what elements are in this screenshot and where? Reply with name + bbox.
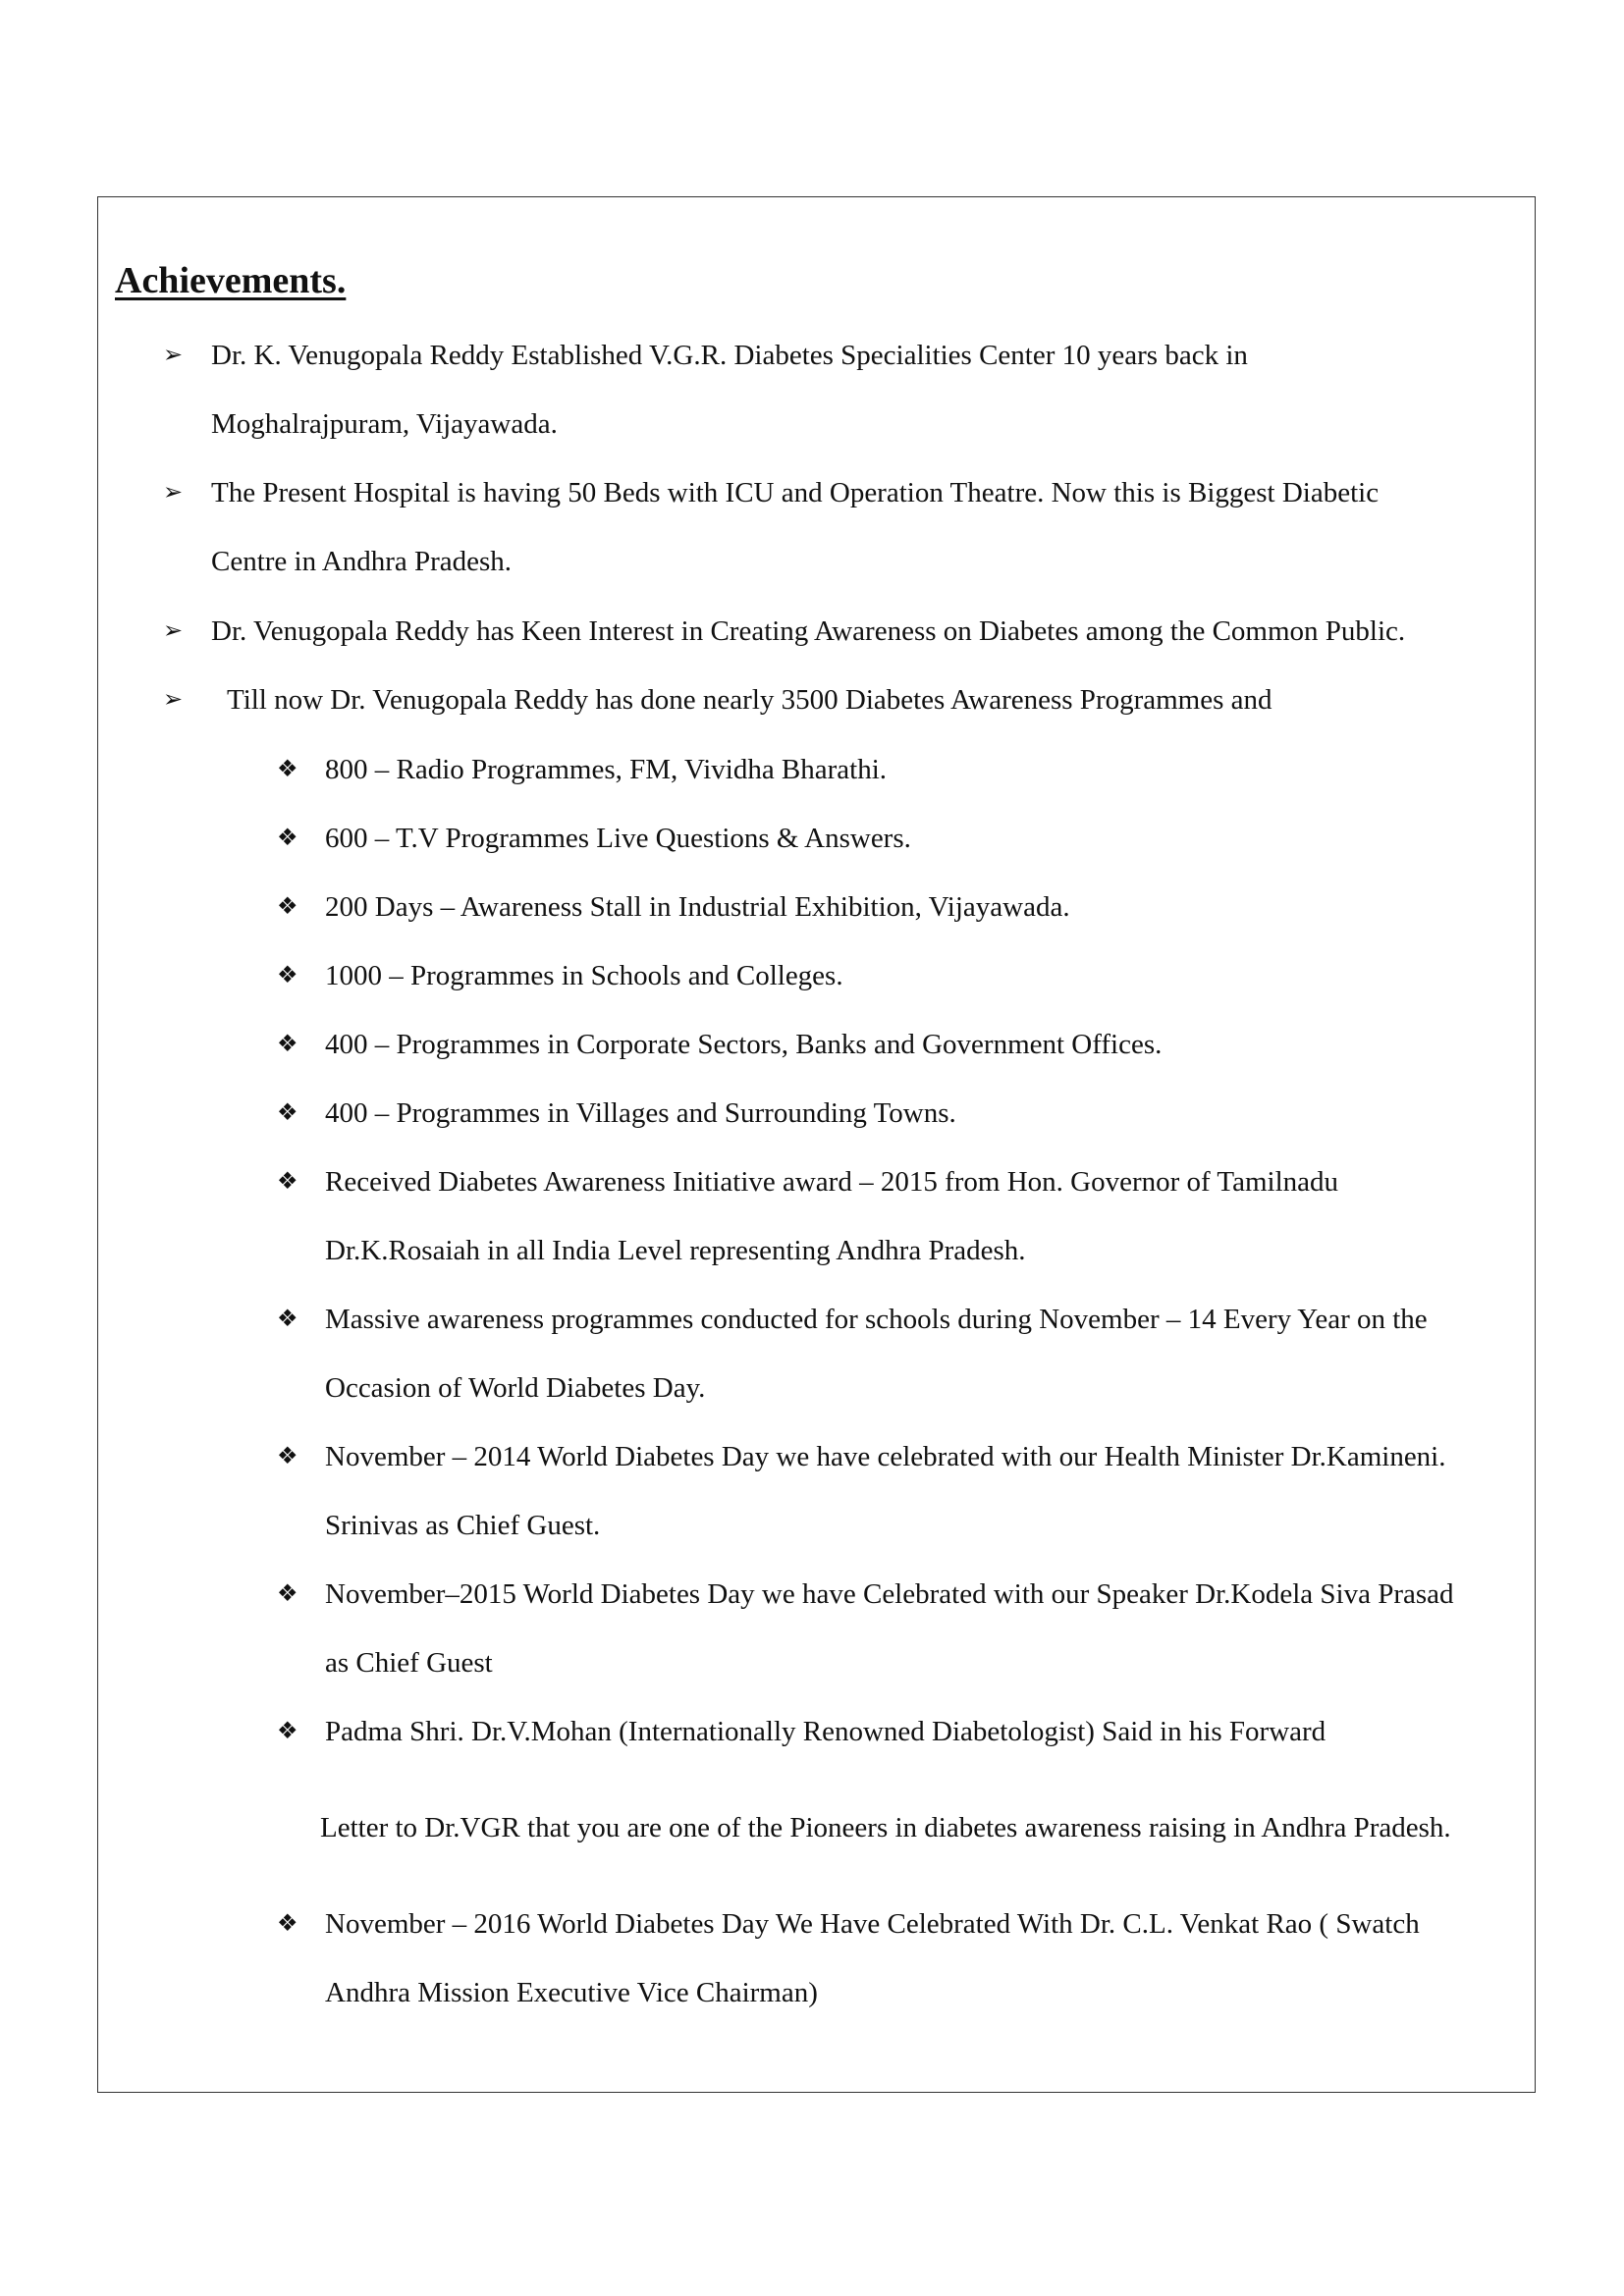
list-item-line: Centre in Andhra Pradesh. [211, 546, 513, 577]
arrow-bullet-icon: ➢ [163, 687, 184, 713]
list-item-line: 400 – Programmes in Corporate Sectors, Banks and Government Offices. [325, 1029, 1163, 1060]
list-item-line: Received Diabetes Awareness Initiative award – 2015 from Hon. Governor of Tamilnadu [325, 1166, 1339, 1198]
arrow-bullet-icon: ➢ [163, 343, 184, 368]
diamond-bullet-icon: ❖ [277, 1307, 298, 1332]
list-item-line: Padma Shri. Dr.V.Mohan (Internationally Renowned Diabetologist) Said in his Forward [325, 1716, 1326, 1747]
list-item-line: as Chief Guest [325, 1647, 493, 1679]
list-item-line: Moghalrajpuram, Vijayawada. [211, 408, 558, 440]
diamond-bullet-icon: ❖ [277, 1911, 298, 1937]
list-item-line: The Present Hospital is having 50 Beds with ICU and Operation Theatre. Now this is Biggest Diabetic [211, 477, 1380, 508]
page-title: Achievements. [115, 260, 347, 301]
diamond-bullet-icon: ❖ [277, 1100, 298, 1126]
list-item-line: Dr.K.Rosaiah in all India Level representing Andhra Pradesh. [325, 1235, 1026, 1266]
arrow-bullet-icon: ➢ [163, 618, 184, 644]
diamond-bullet-icon: ❖ [277, 826, 298, 851]
list-item-line: 400 – Programmes in Villages and Surrounding Towns. [325, 1097, 956, 1129]
diamond-bullet-icon: ❖ [277, 963, 298, 988]
list-item-line: November – 2014 World Diabetes Day we have celebrated with our Health Minister Dr.Kamineni. [325, 1441, 1446, 1472]
diamond-bullet-icon: ❖ [277, 1169, 298, 1195]
diamond-bullet-icon: ❖ [277, 1581, 298, 1607]
list-item-line: November–2015 World Diabetes Day we have Celebrated with our Speaker Dr.Kodela Siva Prasad [325, 1578, 1454, 1610]
list-item-line: Till now Dr. Venugopala Reddy has done nearly 3500 Diabetes Awareness Programmes and [227, 684, 1272, 716]
list-item-line: 1000 – Programmes in Schools and Colleges. [325, 960, 843, 991]
list-item-line: Dr. Venugopala Reddy has Keen Interest in Creating Awareness on Diabetes among the Common Public. [211, 615, 1406, 647]
list-item-line: 200 Days – Awareness Stall in Industrial Exhibition, Vijayawada. [325, 891, 1070, 923]
list-item-line: Andhra Mission Executive Vice Chairman) [325, 1977, 818, 2008]
list-item-line: Srinivas as Chief Guest. [325, 1510, 601, 1541]
diamond-bullet-icon: ❖ [277, 894, 298, 920]
diamond-bullet-icon: ❖ [277, 1444, 298, 1469]
list-item-line: November – 2016 World Diabetes Day We Have Celebrated With Dr. C.L. Venkat Rao ( Swatch [325, 1908, 1420, 1940]
list-item-line: 800 – Radio Programmes, FM, Vividha Bharathi. [325, 754, 888, 785]
list-item-line: Letter to Dr.VGR that you are one of the Pioneers in diabetes awareness raising in Andhra Pradesh. [320, 1812, 1451, 1843]
diamond-bullet-icon: ❖ [277, 757, 298, 782]
list-item-line: 600 – T.V Programmes Live Questions & Answers. [325, 823, 911, 854]
diamond-bullet-icon: ❖ [277, 1032, 298, 1057]
list-item-line: Dr. K. Venugopala Reddy Established V.G.R. Diabetes Specialities Center 10 years back in [211, 340, 1248, 371]
arrow-bullet-icon: ➢ [163, 480, 184, 506]
list-item-line: Occasion of World Diabetes Day. [325, 1372, 706, 1404]
list-item-line: Massive awareness programmes conducted for schools during November – 14 Every Year on the [325, 1304, 1428, 1335]
diamond-bullet-icon: ❖ [277, 1719, 298, 1744]
